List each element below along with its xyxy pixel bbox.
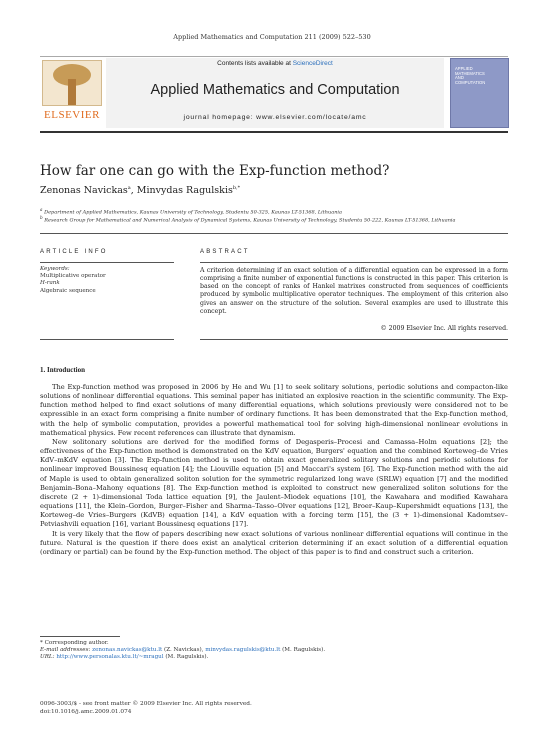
author-affil-mark: a — [127, 185, 131, 191]
running-head: Applied Mathematics and Computation 211 (2009) 522–530 — [173, 33, 371, 41]
paragraph: It is very likely that the flow of papers describing new exact solutions of various nonlinear differential equations will continue in the future. Natural is the question if there does exist an analytical criterion determining if an exact solution of a differential equation (ordinary or partial) can be found by the Exp-function method. The object of this paper is to find and construct such a criterion. — [40, 529, 508, 556]
homepage-link[interactable]: http://www.personalas.ktu.lt/~mragul — [56, 654, 164, 660]
keywords-label: Keywords: — [40, 266, 70, 272]
author-name[interactable]: Minvydas Ragulskis — [136, 185, 233, 197]
article-info-heading: ARTICLE INFO — [40, 249, 108, 255]
email-link[interactable]: zenonas.navickas@ktu.lt — [92, 647, 163, 653]
introduction-body — [40, 383, 508, 557]
cover-title: APPLIED MATHEMATICS AND COMPUTATION — [455, 66, 486, 85]
divider — [40, 339, 174, 340]
journal-title: Applied Mathematics and Computation — [150, 82, 400, 98]
divider — [200, 262, 508, 263]
publisher-name: ELSEVIER — [44, 109, 100, 121]
affiliation: $^a$ Department of Applied Mathematics, Kaunas University of Technology, Studentu 50-325, Kaunas LT-51368, Lithuania — [40, 207, 343, 216]
journal-cover-thumbnail[interactable] — [450, 58, 509, 128]
section-heading: 1. Introduction — [40, 366, 85, 374]
issn-line: 0096-3003/$ - see front matter © 2009 Elsevier Inc. All rights reserved. — [40, 701, 252, 707]
abstract-heading: ABSTRACT — [200, 249, 250, 255]
author-list: Zenonas Navickas$^a$, Minvydas Ragulskis$^{b,*}$ — [40, 185, 241, 197]
author-name[interactable]: Zenonas Navickas — [40, 185, 128, 197]
keyword: Algebraic sequence — [40, 287, 96, 294]
keyword: Multiplicative operator — [40, 273, 106, 280]
article-title: How far one can go with the Exp-function method? — [40, 163, 390, 179]
divider — [40, 262, 174, 263]
email-link[interactable]: minvydas.ragulskis@ktu.lt — [205, 647, 281, 653]
footnote: * Corresponding author. E-mail addresses: zenonas.navickas@ktu.lt (Z. Navickas), minvydas.ragulskis@ktu.lt (M. Ragulskis). URL: http://www.personalas.ktu.lt/~mragul (M. Ragulskis). — [40, 640, 326, 660]
abstract-text: A criterion determining if an exact solution of a differential equation can be expressed in a form comprising a finite number of exponential functions is constructed in this paper. This criterion is based on the concept of ranks of Hankel matrixes constructed from sequences of coefficients produced by symbolic multiplicative operator techniques. The employment of this criterion also gives an answer on the structure of the solution. Several examples are used to illustrate this concept. — [200, 267, 508, 315]
sciencedirect-link[interactable]: ScienceDirect — [292, 60, 333, 67]
copyright-notice: © 2009 Elsevier Inc. All rights reserved. — [380, 325, 508, 332]
author-affil-mark: b,* — [232, 185, 241, 191]
bottom-matter — [40, 701, 252, 716]
journal-homepage[interactable]: journal homepage: www.elsevier.com/locate/amc — [183, 114, 367, 121]
email-label: E-mail addresses: — [40, 647, 91, 653]
publisher-logo[interactable] — [40, 58, 104, 126]
contents-line — [106, 60, 444, 67]
keyword: H-rank — [40, 280, 60, 287]
doi-line[interactable]: doi:10.1016/j.amc.2009.01.074 — [40, 708, 132, 715]
paragraph: The Exp-function method was proposed in 2006 by He and Wu [1] to seek solitary solutions, periodic solutions and compacton-like solutions of nonlinear differential equations. This seminal paper has initiated an explosive reaction in the scientific community. The Exp-function method helped to find exact solutions of many differential equations, which solutions previously were considered not to be expressible in an exact form comprising a finite number of ordinary functions. It has been demonstrated that the Exp-function method, with the help of symbolic computation, provides a powerful mathematical tool for solving high-dimensional nonlinear evolutions in mathematical physics. Few recent references can illustrate that dynamism. — [40, 383, 508, 437]
footnote-divider — [40, 636, 120, 637]
url-label: URL: — [40, 654, 55, 660]
footnote-corresponding: * Corresponding author. — [40, 640, 109, 646]
elsevier-tree-icon — [42, 60, 102, 106]
divider — [200, 339, 508, 340]
paragraph: New solitonary solutions are derived for the modified forms of Degasperis–Procesi and Camassa–Holm equations [2]; the effectiveness of the Exp-function method is demonstrated on the KdV equation, Burgers' equation and the combined Korteweg–de Vries KdV–mKdV equation [3]. The Exp-function method is used to obtain exact generalized solitary solutions and periodic solutions for nonlinear improved Boussinesq equation [4]; the Liouville equation [5] and Maccari's system [6]. The Exp-function method with the aid of Maple is used to obtain generalized soliton solution for the symmetric regularized long wave (SRLW) equation [7] and the modified Benjamin–Bona–Mahony equations [8]. The Exp-function method is exploited to construct new generalized soliton solutions for the discrete (2 + 1)-dimensional Toda lattice equation [9], the Jaulent–Miodek equations [10], the Kawahara and modified Kawahara equations [11], the Klein–Gordon, Burger–Fisher and Sharma–Tasso–Olver equations [12], Broer–Kaup–Kupershmidt equations [13], the Korteweg–de Vries–Burgers (KdVB) equation [14], a KdV equation with a forcing term [15], the (3 + 1)-dimensional Kadomtsev–Petviashvili equation [16], variant Boussinesq equations [17]. — [40, 437, 508, 529]
contents-prefix: Contents lists available at — [217, 60, 291, 67]
affiliation: $^b$ Research Group for Mathematical and Numerical Analysis of Dynamical Systems, Kaunas University of Technology, Studentu 50-222, Kaunas LT-51368, Lithuania — [40, 215, 456, 224]
divider — [40, 233, 508, 234]
keywords-block — [40, 266, 106, 295]
